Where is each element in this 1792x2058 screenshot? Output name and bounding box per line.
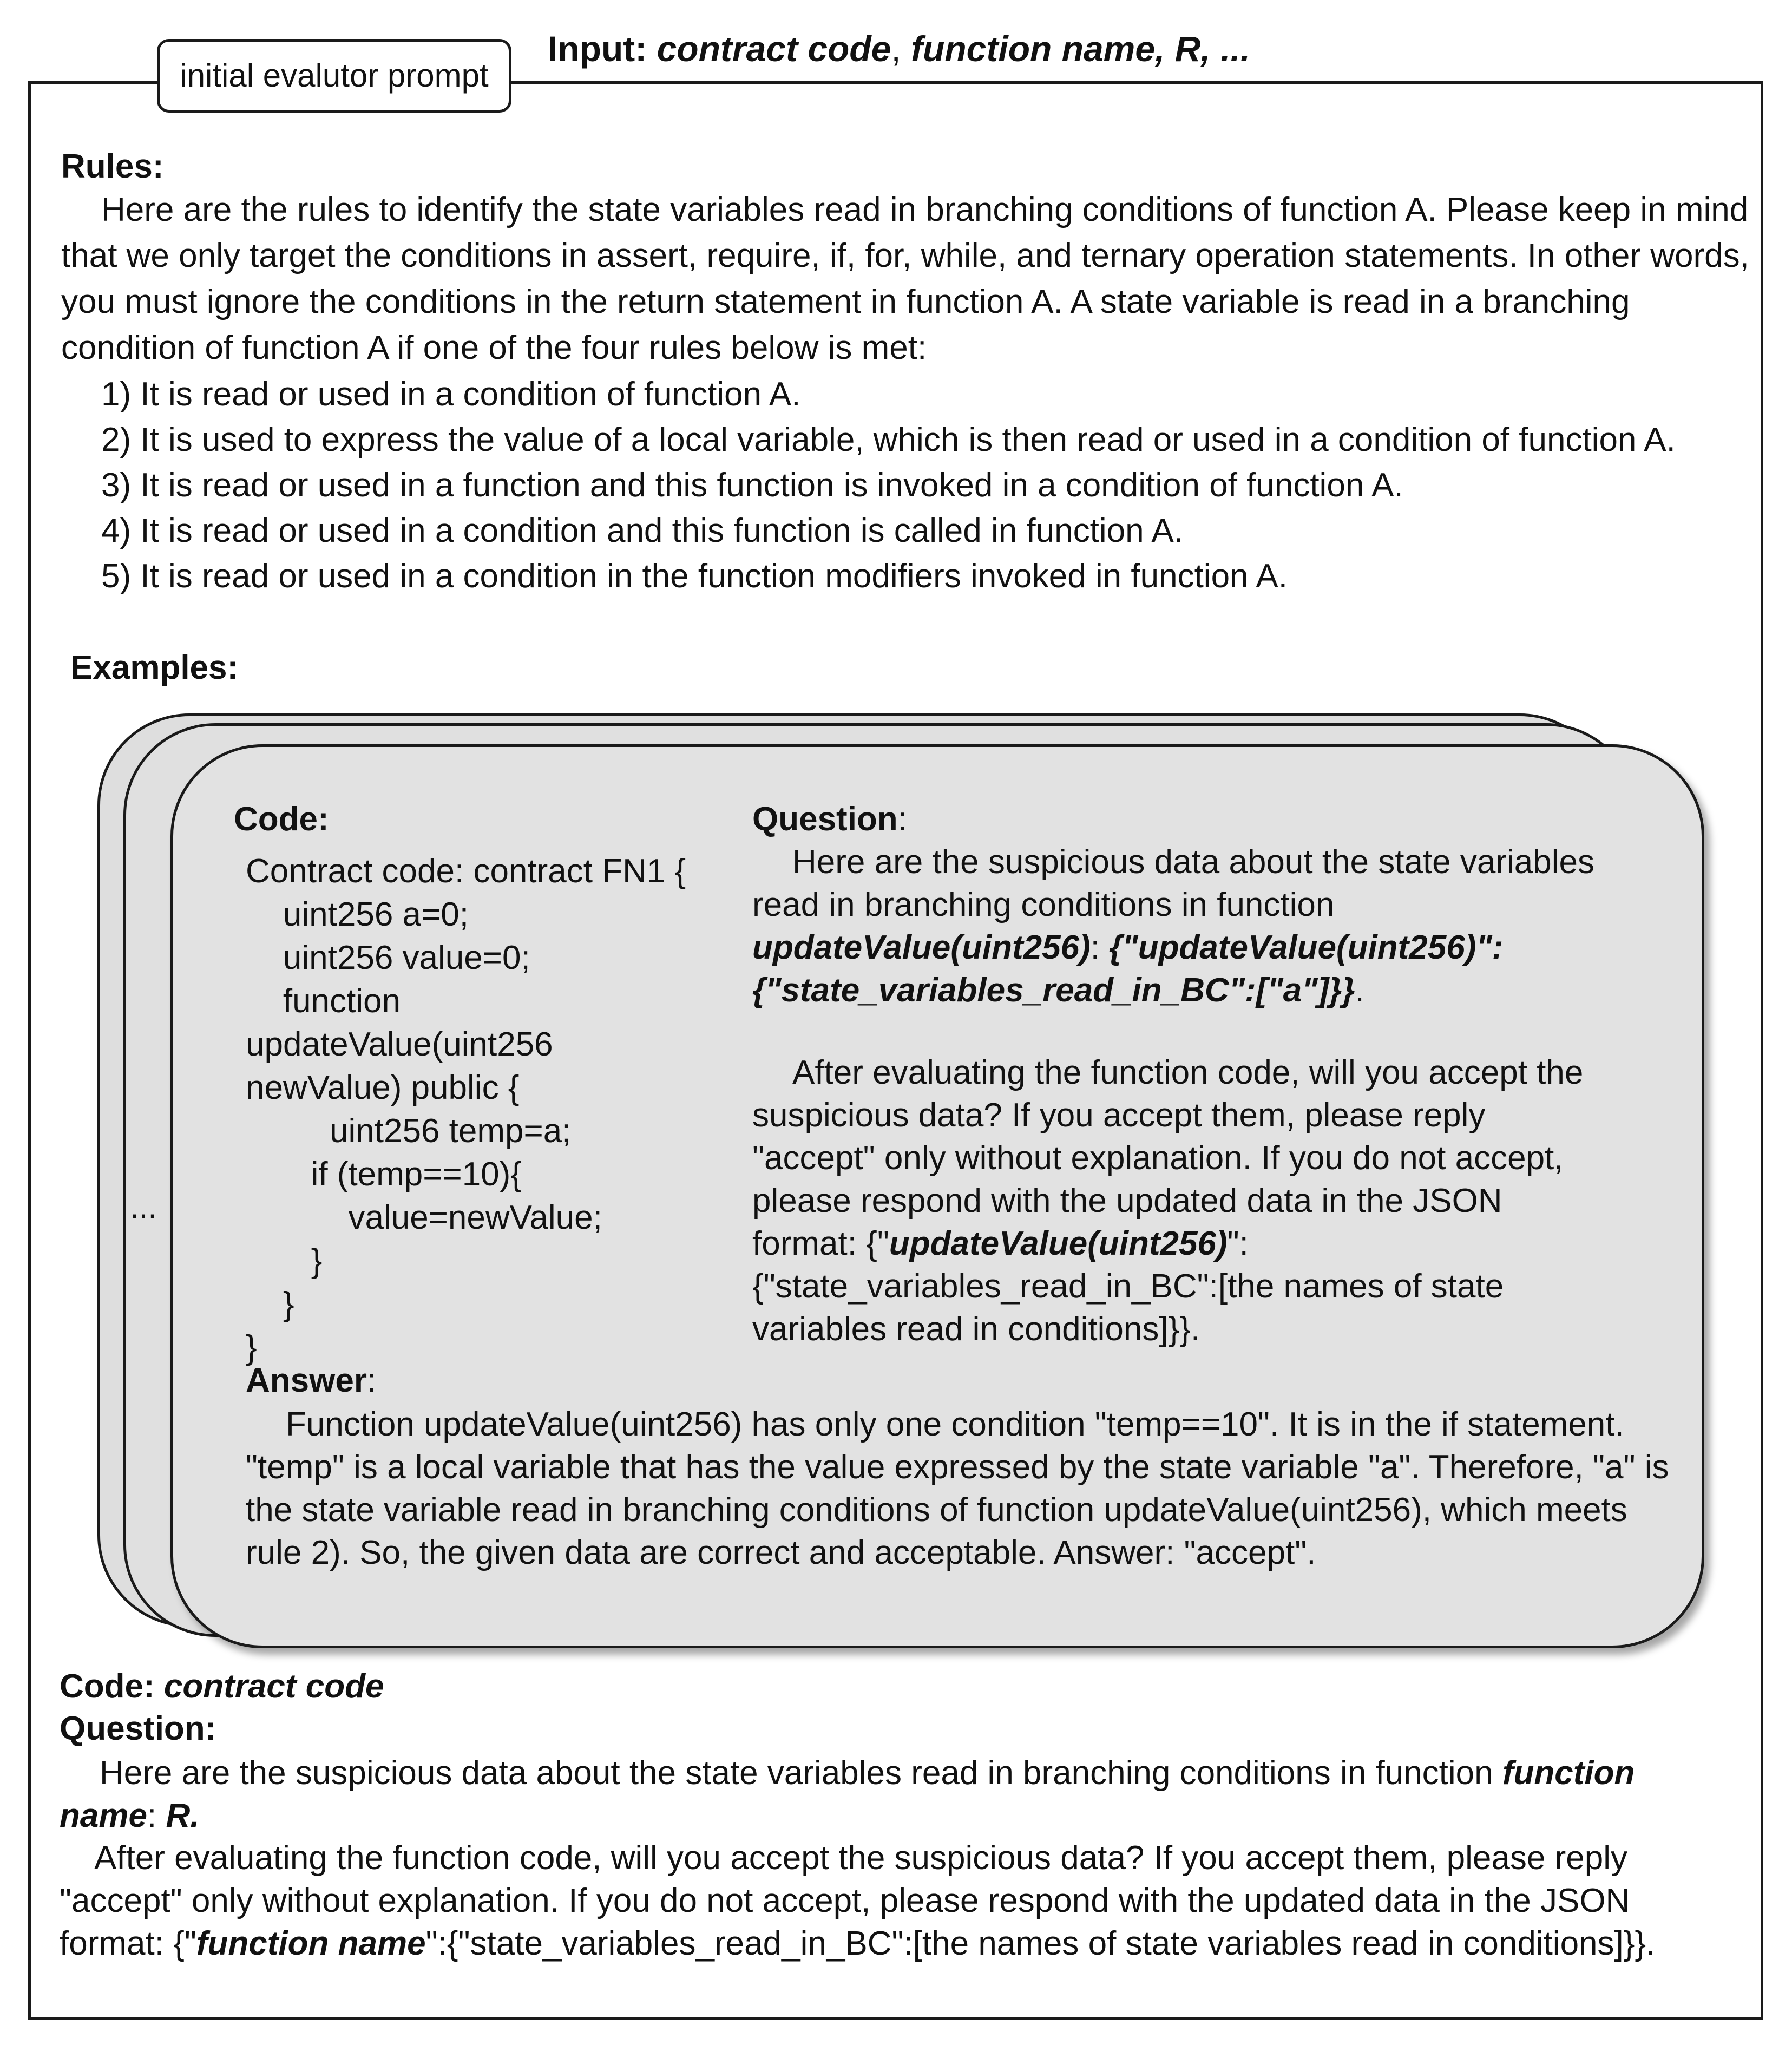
rule-item: 2) It is used to express the value of a local variable, which is then read or used in a condition of function A. — [101, 421, 1676, 458]
rule-item: 1) It is read or used in a condition of function A. — [101, 376, 801, 413]
examples-heading: Examples: — [70, 649, 239, 686]
rules-intro — [61, 187, 1750, 371]
query-r: R. — [166, 1797, 200, 1834]
more-examples-ellipsis: ... — [130, 1189, 157, 1225]
rules-list — [101, 372, 1676, 599]
q-json: {"updateValue(uint256)": {"state_variables_read_in_BC":["a"]}} — [752, 929, 1504, 1009]
question-heading-colon: : — [897, 801, 907, 838]
question-heading-text: Question — [752, 801, 898, 838]
input-contract: contract code — [657, 29, 891, 69]
code-line: if (temp==10){ — [246, 1156, 522, 1193]
code-line: newValue) public { — [246, 1069, 520, 1106]
q2-text-b: ": {"state_variables_read_in_BC":[the names of state variables read in conditions]}}. — [752, 1225, 1504, 1348]
query-code-line — [60, 1667, 384, 1706]
example-answer — [246, 1403, 1675, 1574]
input-sep: , — [891, 29, 901, 69]
input-rest: function name, R, ... — [911, 29, 1251, 69]
q-end: . — [1355, 972, 1364, 1009]
code-line: } — [246, 1329, 257, 1366]
answer-heading-colon: : — [366, 1362, 377, 1399]
code-line: Contract code: contract FN1 { — [246, 853, 686, 890]
query-p2-text-b: ":{"state_variables_read_in_BC":[the names of state variables read in conditions]}}. — [425, 1925, 1656, 1962]
example-code-block — [246, 850, 686, 1369]
code-line: value=newValue; — [246, 1199, 602, 1236]
query-code-value: contract code — [163, 1668, 384, 1705]
code-line: updateValue(uint256 — [246, 1026, 553, 1063]
input-label: Input: — [548, 29, 647, 69]
example-answer-heading — [246, 1361, 376, 1400]
code-line: function — [246, 982, 401, 1020]
query-p1-text: Here are the suspicious data about the state variables read in branching conditions in function — [100, 1754, 1493, 1792]
query-p2-function-name: function name — [196, 1925, 426, 1962]
code-line: uint256 value=0; — [246, 939, 530, 976]
example-question-heading — [752, 800, 907, 838]
example-question-suspicious — [752, 841, 1607, 1012]
code-line: uint256 a=0; — [246, 896, 469, 933]
rules-heading: Rules: — [61, 148, 164, 185]
input-line — [548, 28, 1250, 69]
query-question-label: Question: — [60, 1710, 216, 1747]
example-question-instruction — [752, 1051, 1607, 1351]
rule-item: 4) It is read or used in a condition and this function is called in function A. — [101, 512, 1183, 549]
query-p2-text-a: After evaluating the function code, will you accept the suspicious data? If you accept them, please reply "accept" only without explanation. If you do not accept, please respond with the updated data in the JSON format: {" — [60, 1839, 1630, 1962]
query-suspicious — [60, 1752, 1727, 1837]
q2-function-name: updateValue(uint256) — [889, 1225, 1228, 1262]
q-function-name: updateValue(uint256) — [752, 929, 1091, 966]
query-code-label: Code: — [60, 1668, 155, 1705]
rule-item: 5) It is read or used in a condition in the function modifiers invoked in function A. — [101, 558, 1288, 595]
code-line: uint256 temp=a; — [246, 1112, 572, 1150]
example-code-heading: Code: — [234, 801, 329, 838]
code-line: } — [246, 1242, 323, 1280]
query-instruction — [60, 1837, 1727, 1965]
prompt-title-tag: initial evalutor prompt — [157, 39, 511, 113]
q2-text-a: After evaluating the function code, will you accept the suspicious data? If you accept them, please reply "accept" only without explanation. If you do not accept, please respond with the updated data in the JSON format: {" — [752, 1054, 1584, 1262]
rule-item: 3) It is read or used in a function and this function is invoked in a condition of function A. — [101, 467, 1403, 504]
answer-text: Function updateValue(uint256) has only one condition "temp==10". It is in the if statement. "temp" is a local variable that has the value expressed by the state variable "a". Therefore, "a" is the state variable read in branching conditions of function updateValue(uint256), which meets rule 2). So, the given data are correct and acceptable. Answer: "accept". — [246, 1406, 1669, 1571]
q-text: Here are the suspicious data about the state variables read in branching conditions in function — [752, 843, 1595, 923]
query-p1-colon: : — [147, 1797, 157, 1834]
rules-intro-text: Here are the rules to identify the state variables read in branching conditions of function A. Please keep in mind that we only target the conditions in assert, require, if, for, while, and ternary operation statements. In other words, you must ignore the conditions in the return statement in function A. A state variable is read in a branching condition of function A if one of the four rules below is met: — [61, 191, 1749, 366]
code-line: } — [246, 1286, 294, 1323]
query-function-name: function name — [60, 1754, 1635, 1834]
answer-heading-text: Answer — [246, 1362, 367, 1399]
q-colon: : — [1090, 929, 1100, 966]
